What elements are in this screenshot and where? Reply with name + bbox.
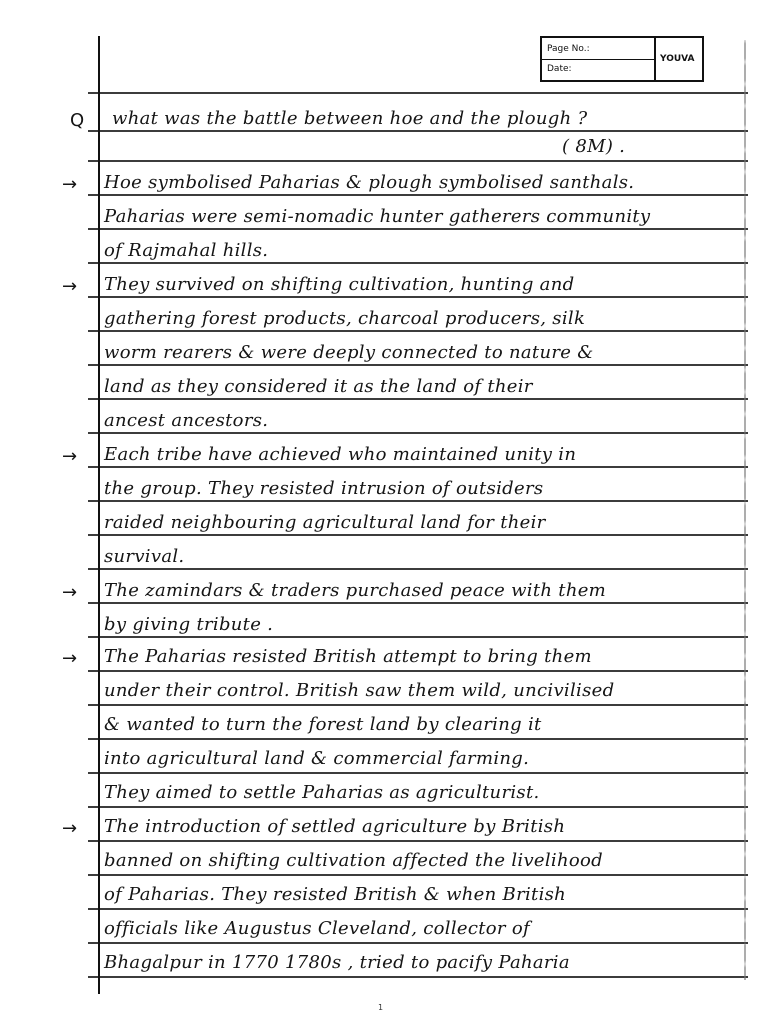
page-number: 1 xyxy=(378,1003,384,1012)
date-label: Date: xyxy=(547,64,572,74)
page-header-box xyxy=(540,36,704,82)
ruled-line xyxy=(88,92,748,94)
ruled-line xyxy=(88,534,748,536)
answer-line: gathering forest products, charcoal producers, silk xyxy=(104,308,586,329)
ruled-line xyxy=(88,568,748,570)
answer-line: They aimed to settle Paharias as agriculturist. xyxy=(104,782,540,803)
ruled-line xyxy=(88,228,748,230)
answer-line: Bhagalpur in 1770 1780s , tried to pacify Paharia xyxy=(104,952,570,973)
ruled-line xyxy=(88,160,748,162)
ruled-line xyxy=(88,840,748,842)
answer-line: Each tribe have achieved who maintained unity in xyxy=(104,444,577,465)
answer-line: by giving tribute . xyxy=(104,614,274,635)
answer-line: of Rajmahal hills. xyxy=(104,240,269,261)
question-marker: Q xyxy=(70,110,85,131)
answer-line: banned on shifting cultivation affected the livelihood xyxy=(104,850,603,871)
question-marks: ( 8M) . xyxy=(562,136,626,157)
answer-line: into agricultural land & commercial farming. xyxy=(104,748,530,769)
ruled-line xyxy=(88,330,748,332)
bullet-arrow-icon: → xyxy=(62,648,78,669)
question-text: what was the battle between hoe and the plough ? xyxy=(112,108,588,129)
page-edge-perforation xyxy=(744,40,746,980)
ruled-line xyxy=(88,398,748,400)
answer-line: officials like Augustus Cleveland, collector of xyxy=(104,918,530,939)
ruled-line xyxy=(88,194,748,196)
ruled-line xyxy=(88,806,748,808)
answer-line: the group. They resisted intrusion of outsiders xyxy=(104,478,544,499)
ruled-line xyxy=(88,670,748,672)
ruled-line xyxy=(88,432,748,434)
answer-line: The zamindars & traders purchased peace with them xyxy=(104,580,607,601)
margin-line xyxy=(98,36,100,994)
answer-line: worm rearers & were deeply connected to nature & xyxy=(104,342,594,363)
answer-line: survival. xyxy=(104,546,185,567)
ruled-line xyxy=(88,296,748,298)
bullet-arrow-icon: → xyxy=(62,818,78,839)
answer-line: ancest ancestors. xyxy=(104,410,269,431)
bullet-arrow-icon: → xyxy=(62,446,78,467)
ruled-line xyxy=(88,772,748,774)
answer-line: & wanted to turn the forest land by clearing it xyxy=(104,714,542,735)
ruled-line xyxy=(88,908,748,910)
answer-line: The introduction of settled agriculture by British xyxy=(104,816,566,837)
page-no-label: Page No.: xyxy=(547,44,590,54)
answer-line: of Paharias. They resisted British & when British xyxy=(104,884,567,905)
answer-line: land as they considered it as the land of their xyxy=(104,376,533,397)
ruled-line xyxy=(88,704,748,706)
answer-line: Hoe symbolised Paharias & plough symbolised santhals. xyxy=(104,172,635,193)
bullet-arrow-icon: → xyxy=(62,174,78,195)
ruled-line xyxy=(88,364,748,366)
ruled-line xyxy=(88,262,748,264)
ruled-line xyxy=(88,636,748,638)
bullet-arrow-icon: → xyxy=(62,276,78,297)
ruled-line xyxy=(88,874,748,876)
answer-line: The Paharias resisted British attempt to bring them xyxy=(104,646,592,667)
answer-line: Paharias were semi-nomadic hunter gatherers community xyxy=(104,206,651,227)
header-divider xyxy=(542,59,656,60)
answer-line: under their control. British saw them wild, uncivilised xyxy=(104,680,615,701)
brand-logo: YOUVA xyxy=(660,54,695,64)
ruled-line xyxy=(88,602,748,604)
answer-line: raided neighbouring agricultural land for their xyxy=(104,512,546,533)
ruled-line xyxy=(88,130,748,132)
ruled-line xyxy=(88,466,748,468)
ruled-line xyxy=(88,738,748,740)
ruled-line xyxy=(88,500,748,502)
ruled-line xyxy=(88,942,748,944)
ruled-line xyxy=(88,976,748,978)
bullet-arrow-icon: → xyxy=(62,582,78,603)
answer-line: They survived on shifting cultivation, hunting and xyxy=(104,274,575,295)
page-date-fields xyxy=(542,38,656,80)
